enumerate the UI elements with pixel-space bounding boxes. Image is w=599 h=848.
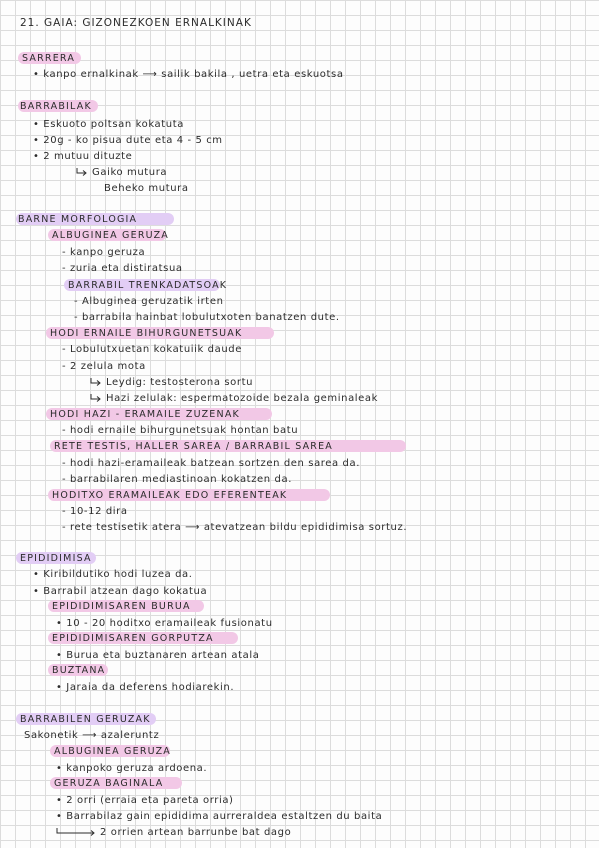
heading-epididimis-gorputza: EPIDIDIMISAREN GORPUTZA: [52, 633, 214, 644]
geruzak-line: Sakonetik ⟶ azaleruntz: [24, 730, 160, 741]
trenkadatsoak-line: - barrabila hainbat lobulutxoten banatzen dute.: [74, 312, 340, 323]
buztana-line: • Jaraia da deferens hodiarekin.: [56, 682, 235, 693]
heading-hodi-bihurgunetsuak: HODI ERNAILE BIHURGUNETSUAK: [50, 328, 243, 339]
page-title: 21. GAIA: GIZONEZKOEN ERNALKINAK: [20, 17, 252, 29]
trenkadatsoak-line: - Albuginea geruzatik irten: [74, 296, 224, 307]
albuginea-line: - zuria eta distiratsua: [62, 263, 183, 274]
rete-testis-line: - hodi hazi-eramaileak batzean sortzen den sarea da.: [62, 458, 360, 469]
gorputza-line: • Burua eta buztanaren artean atala: [56, 650, 260, 661]
heading-hodi-zuzenak: HODI HAZI - ERAMAILE ZUZENAK: [50, 409, 240, 420]
hodi-line: Leydig: testosterona sortu: [90, 376, 253, 389]
hoditxo-line: - 10-12 dira: [62, 506, 128, 517]
heading-hoditxo: HODITXO ERAMAILEAK EDO EFERENTEAK: [52, 490, 288, 501]
heading-barne: BARNE MORFOLOGIA: [18, 214, 138, 225]
geruzak-albuginea-line: • kanpoko geruza ardoena.: [56, 763, 208, 774]
hodi-line: - 2 zelula mota: [62, 361, 146, 372]
sarrera-line: • kanpo ernalkinak ⟶ sailik bakila , uetra eta eskuotsa: [33, 69, 344, 80]
barrabilak-line: • 2 mutuu dituzte: [33, 151, 133, 162]
heading-buztana: BUZTANA: [52, 665, 106, 676]
burua-line: • 10 - 20 hoditxo eramaileak fusionatu: [56, 618, 273, 629]
barrabilak-line: • 20g - ko pisua dute eta 4 - 5 cm: [33, 135, 223, 146]
heading-albuginea: ALBUGINEA GERUZA: [52, 230, 170, 241]
arrow-right-icon: [90, 377, 102, 387]
arrow-right-icon: [76, 167, 88, 177]
epididimisa-line: • Barrabil atzean dago kokatua: [33, 586, 208, 597]
heading-sarrera: SARRERA: [22, 53, 76, 64]
heading-epididimisa: EPIDIDIMISA: [20, 553, 92, 564]
heading-geruzak-albuginea: ALBUGINEA GERUZA: [54, 746, 172, 757]
barrabilak-line: • Eskuoto poltsan kokatuta: [33, 119, 184, 130]
hodi-line: - Lobulutxuetan kokatuiik daude: [62, 344, 242, 355]
epididimisa-line: • Kiribildutiko hodi luzea da.: [33, 569, 193, 580]
hodi-zuzenak-line: - hodi ernaile bihurgunetsuak hontan batu: [62, 425, 299, 436]
hodi-line: Hazi zelulak: espermatozoide bezala geminaleak: [90, 392, 378, 405]
heading-barrabilak: BARRABILAK: [20, 101, 92, 112]
arrow-right-icon: [56, 827, 96, 837]
barrabilak-line: Gaiko mutura: [76, 166, 167, 179]
arrow-right-icon: [90, 393, 102, 403]
baginala-line: • Barrabilaz gain epididima aurreraldea estaltzen du baita: [56, 811, 383, 822]
heading-trenkadatsoak: BARRABIL TRENKADATSOAK: [68, 280, 228, 291]
baginala-line: 2 orrien artean barrunbe bat dago: [56, 826, 291, 839]
barrabilak-line: Beheko mutura: [104, 183, 189, 194]
heading-rete-testis: RETE TESTIS, HALLER SAREA / BARRABIL SAREA: [54, 441, 334, 452]
heading-epididimis-burua: EPIDIDIMISAREN BURUA: [52, 601, 191, 612]
heading-geruzak: BARRABILEN GERUZAK: [20, 714, 151, 725]
rete-testis-line: - barrabilaren mediastinoan kokatzen da.: [62, 474, 292, 485]
hoditxo-line: - rete testisetik atera ⟶ atevatzean bildu epididimisa sortuz.: [62, 522, 408, 533]
heading-geruza-baginala: GERUZA BAGINALA: [54, 778, 164, 789]
baginala-line: • 2 orri (erraia eta pareta orria): [56, 795, 234, 806]
albuginea-line: - kanpo geruza: [62, 247, 146, 258]
